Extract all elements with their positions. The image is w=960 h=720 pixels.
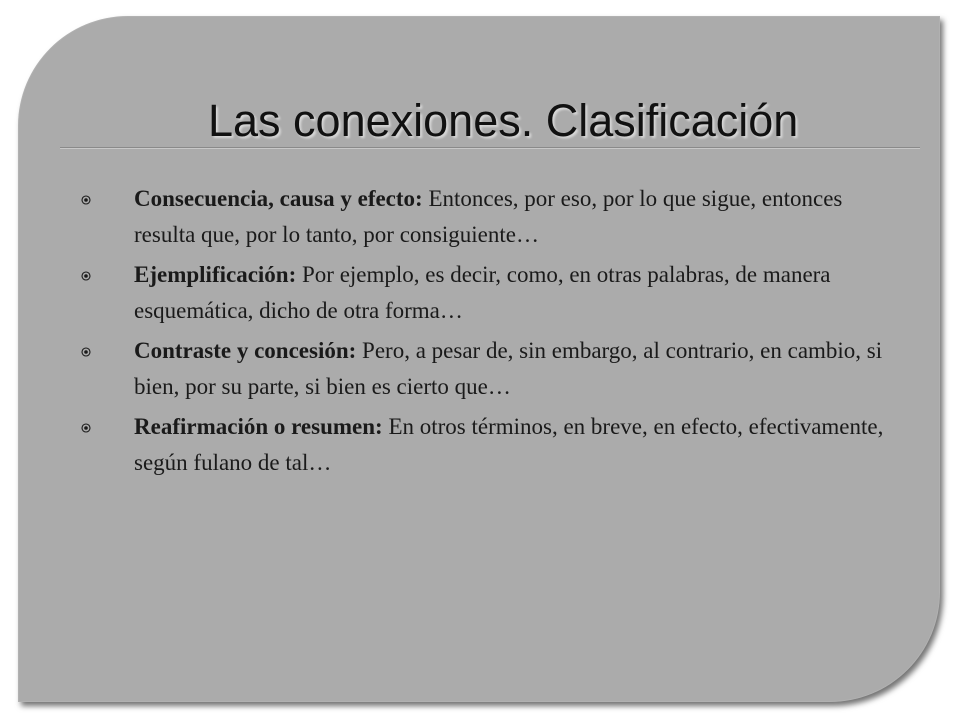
item-term: Contraste y concesión: [134, 338, 357, 363]
list-item [68, 257, 888, 329]
list-item [68, 333, 888, 405]
list-item [68, 181, 888, 253]
item-text: En otros términos, en breve, en efecto, efectivamente, según fulano de tal… [134, 414, 884, 475]
item-text: Entonces, por eso, por lo que sigue, entonces resulta que, por lo tanto, por consiguiente… [134, 186, 843, 247]
item-term: Reafirmación o resumen: [134, 414, 383, 439]
item-term: Ejemplificación: [134, 262, 297, 287]
slide-title: Las conexiones. Clasificación [208, 95, 799, 146]
item-term: Consecuencia, causa y efecto: [134, 186, 423, 211]
bullet-list [68, 181, 888, 485]
title-divider [60, 147, 920, 148]
circled-dot-bullet-icon [81, 347, 91, 357]
list-item [68, 409, 888, 481]
item-text: Por ejemplo, es decir, como, en otras palabras, de manera esquemática, dicho de otra forma… [134, 262, 831, 323]
circled-dot-bullet-icon [81, 271, 91, 281]
circled-dot-bullet-icon [81, 195, 91, 205]
item-text: Pero, a pesar de, sin embargo, al contrario, en cambio, si bien, por su parte, si bien es cierto que… [134, 338, 883, 399]
slide-frame [18, 16, 940, 702]
circled-dot-bullet-icon [81, 423, 91, 433]
